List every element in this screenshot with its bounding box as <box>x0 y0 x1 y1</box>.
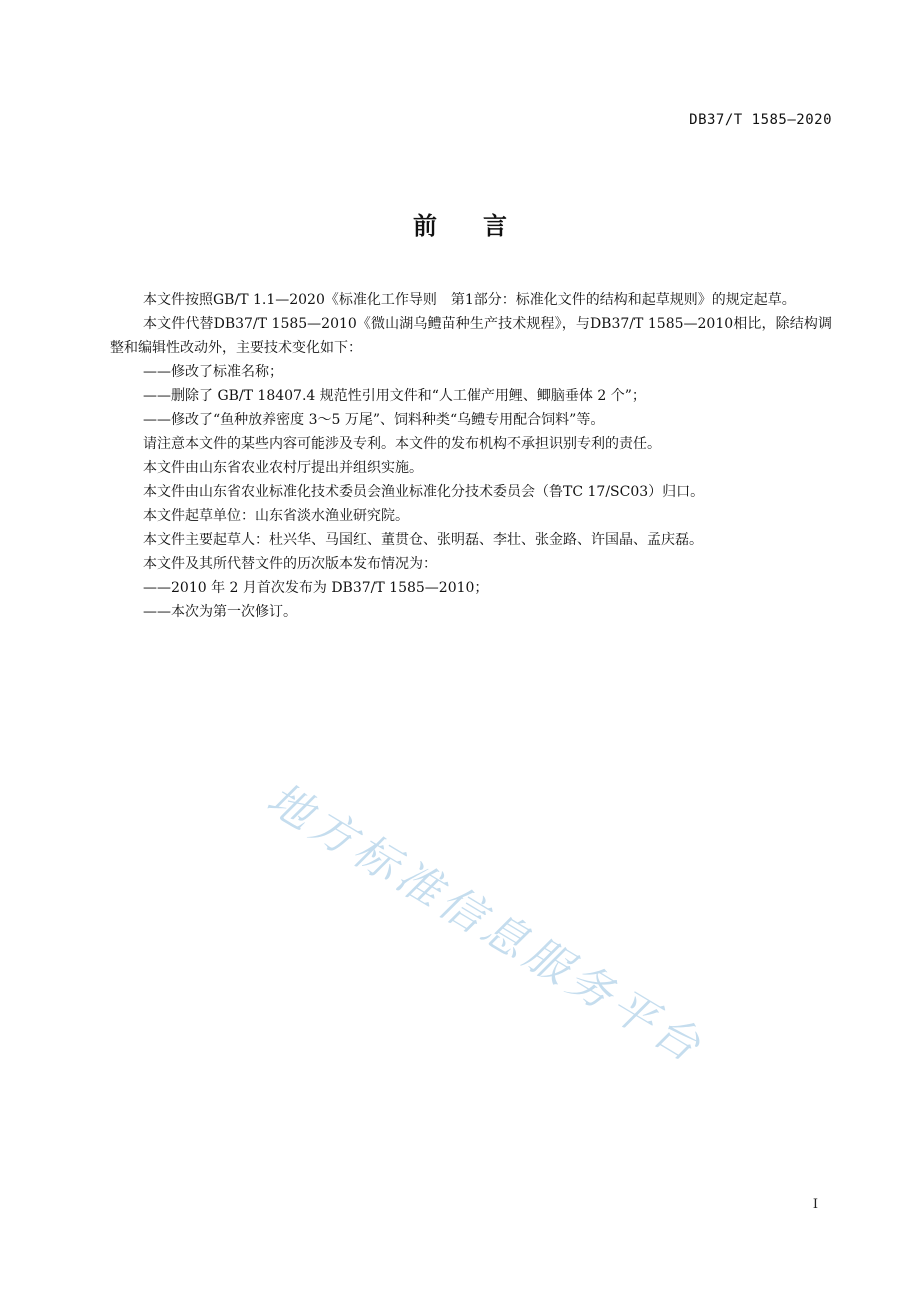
list-item-change-name: ——修改了标准名称； <box>143 364 283 380</box>
paragraph-committee: 本文件由山东省农业标准化技术委员会渔业标准化分技术委员会（鲁TC 17/SC03）归口。 <box>143 484 705 500</box>
paragraph-drafting-unit: 本文件起草单位：山东省淡水渔业研究院。 <box>143 508 409 524</box>
document-code: DB37/T 1585—2020 <box>689 112 832 128</box>
paragraph-proposer: 本文件由山东省农业农村厅提出并组织实施。 <box>143 460 423 476</box>
paragraph-version-history: 本文件及其所代替文件的历次版本发布情况为： <box>143 556 437 572</box>
list-item-change-modified: ——修改了“鱼种放养密度 3～5 万尾”、饲料种类“乌鳢专用配合饲料”等。 <box>143 412 605 428</box>
body-text <box>110 288 832 624</box>
list-item-revision: ——本次为第一次修订。 <box>143 604 297 620</box>
page-number: I <box>812 1197 818 1212</box>
page-title: 前言 <box>413 212 553 240</box>
paragraph-drafters: 本文件主要起草人：杜兴华、马国红、董贯仓、张明磊、李壮、张金路、许国晶、孟庆磊。 <box>143 532 703 548</box>
list-item-first-release: ——2010 年 2 月首次发布为 DB37/T 1585—2010； <box>143 580 489 596</box>
paragraph-patent-notice: 请注意本文件的某些内容可能涉及专利。本文件的发布机构不承担识别专利的责任。 <box>143 436 661 452</box>
list-item-change-deleted: ——删除了 GB/T 18407.4 规范性引用文件和“人工催产用鲤、鲫脑垂体 2 个”； <box>143 388 646 404</box>
paragraph-drafting-rules: 本文件按照GB/T 1.1—2020《标准化工作导则 第1部分：标准化文件的结构和起草规则》的规定起草。 <box>143 292 796 308</box>
watermark: 地方标准信息服务平台 <box>258 773 714 1075</box>
paragraph-replaces: 本文件代替DB37/T 1585—2010《微山湖乌鳢苗种生产技术规程》，与DB37/T 1585—2010相比，除结构调整和编辑性改动外，主要技术变化如下： <box>110 316 832 356</box>
